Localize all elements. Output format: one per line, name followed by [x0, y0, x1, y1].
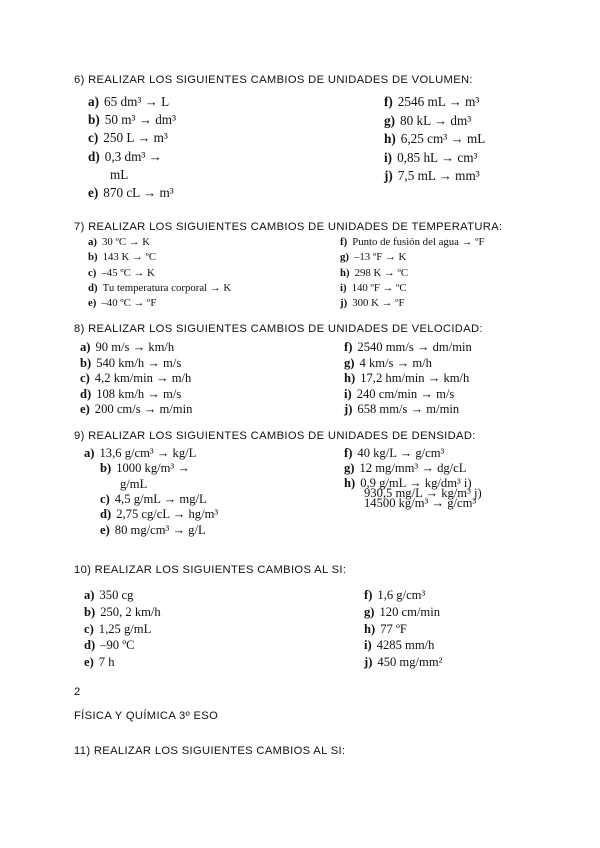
exercise-item	[340, 236, 485, 248]
exercise-item	[88, 112, 176, 128]
exercise-label: d)	[84, 638, 96, 653]
exercise-item	[80, 340, 174, 355]
exercise-text: 350 cg	[99, 588, 134, 602]
exercise-label: g)	[384, 112, 395, 128]
exercise-text: 658 mm/s → m/min	[357, 402, 460, 416]
exercise-label: h)	[384, 131, 396, 146]
exercise-item	[344, 356, 432, 371]
exercise-text: 0,85 hL → cm³	[397, 149, 478, 165]
exercise-label: d)	[88, 281, 98, 294]
exercise-item	[88, 282, 231, 294]
exercise-text: 1,25 g/mL	[98, 621, 152, 636]
exercise-item	[88, 297, 156, 309]
exercise-text: 7,5 mL → mm³	[397, 168, 480, 183]
exercise-item	[100, 492, 207, 507]
exercise-text: 2,75 cg/cL → hg/m³	[116, 507, 219, 522]
exercise-item	[80, 371, 191, 386]
exercise-label: c)	[84, 621, 94, 636]
section-6-heading: 6) REALIZAR LOS SIGUIENTES CAMBIOS DE UNIDADES DE VOLUMEN:	[74, 74, 473, 86]
exercise-text: 143 K → ºC	[102, 251, 157, 264]
exercise-label: h)	[364, 621, 376, 636]
exercise-item	[84, 638, 135, 653]
exercise-item	[80, 402, 192, 417]
exercise-text: 80 mg/cm³ → g/L	[114, 522, 206, 537]
exercise-label: f)	[364, 588, 373, 602]
exercise-item	[344, 461, 466, 476]
exercise-text: 50 m³ → dm³	[104, 112, 177, 128]
exercise-item	[364, 655, 442, 670]
section-7-heading: 7) REALIZAR LOS SIGUIENTES CAMBIOS DE UNIDADES DE TEMPERATURA:	[74, 221, 503, 233]
exercise-item	[84, 622, 151, 637]
exercise-label: a)	[80, 340, 91, 354]
exercise-item	[340, 297, 404, 309]
exercise-label: f)	[344, 340, 353, 354]
exercise-item	[88, 94, 169, 110]
exercise-item	[344, 387, 454, 402]
exercise-item	[364, 622, 407, 637]
exercise-label: e)	[88, 297, 97, 310]
exercise-item	[88, 236, 150, 248]
exercise-label: c)	[80, 371, 90, 385]
exercise-label: j)	[384, 168, 393, 183]
exercise-label: i)	[384, 149, 393, 165]
exercise-item	[88, 130, 168, 146]
exercise-label: d)	[80, 386, 92, 401]
exercise-label: e)	[84, 655, 94, 670]
exercise-label: h)	[340, 266, 350, 279]
exercise-label: i)	[344, 386, 352, 401]
exercise-text: 77 ºF	[380, 621, 407, 636]
exercise-text: –40 ºC → ºF	[101, 297, 157, 310]
exercise-text: 7 h	[98, 655, 115, 670]
exercise-text: 108 km/h → m/s	[96, 386, 182, 401]
exercise-text: 4285 mm/h	[376, 638, 435, 653]
section-8-heading: 8) REALIZAR LOS SIGUIENTES CAMBIOS DE UNIDADES DE VELOCIDAD:	[74, 323, 483, 335]
exercise-text: 2546 mL → m³	[397, 94, 480, 109]
exercise-label: b)	[100, 461, 112, 476]
exercise-text: 0,9 g/mL → kg/dm³ i)	[360, 476, 472, 490]
exercise-text: 250 L → m³	[103, 130, 168, 146]
exercise-item	[344, 371, 469, 386]
exercise-label: e)	[100, 522, 110, 537]
exercise-text: 80 kL → dm³	[400, 112, 472, 128]
exercise-item	[84, 605, 161, 620]
exercise-text: 250, 2 km/h	[100, 604, 161, 619]
section-11-heading: 11) REALIZAR LOS SIGUIENTES CAMBIOS AL SI:	[74, 745, 346, 757]
exercise-text: 2540 mm/s → dm/min	[357, 340, 472, 354]
exercise-text: 14500 kg/m³ → g/cm³	[364, 496, 477, 510]
exercise-item	[344, 340, 472, 355]
exercise-text: 1000 kg/m³ →	[116, 461, 190, 476]
exercise-item	[384, 168, 480, 184]
exercise-item	[344, 402, 459, 417]
exercise-text: 4 km/s → m/h	[359, 355, 432, 370]
exercise-label: a)	[88, 94, 99, 109]
exercise-label: d)	[88, 148, 100, 164]
exercise-text: 65 dm³ → L	[104, 94, 170, 109]
exercise-item	[80, 387, 181, 402]
exercise-label: c)	[88, 130, 99, 146]
exercise-item	[340, 267, 408, 279]
exercise-text: 298 K → ºC	[354, 266, 409, 279]
exercise-text: 300 K → ºF	[352, 297, 405, 310]
exercise-label: g)	[344, 355, 355, 370]
exercise-text: 450 mg/mm²	[377, 655, 443, 670]
exercise-text: 140 ºF → ºC	[351, 281, 407, 294]
page-number: 2	[74, 686, 81, 698]
section-9-heading: 9) REALIZAR LOS SIGUIENTES CAMBIOS DE UNIDADES DE DENSIDAD:	[74, 430, 476, 442]
exercise-label: j)	[340, 297, 348, 310]
exercise-item	[384, 150, 477, 166]
exercise-label: g)	[340, 251, 349, 264]
exercise-text: 4,5 g/mL → mg/L	[114, 491, 207, 506]
exercise-item	[344, 446, 444, 461]
exercise-text: 6,25 cm³ → mL	[400, 131, 486, 146]
exercise-text: 13,6 g/cm³ → kg/L	[99, 446, 197, 460]
exercise-label: g)	[344, 461, 355, 475]
exercise-text: –45 ºC → K	[101, 266, 155, 279]
exercise-text: 90 m/s → km/h	[95, 340, 175, 354]
exercise-item	[84, 588, 133, 603]
exercise-item	[364, 638, 434, 653]
exercise-item	[80, 356, 181, 371]
exercise-text: 17,2 hm/min → km/h	[360, 371, 470, 385]
exercise-text: 40 kg/L → g/cm³	[357, 446, 445, 460]
exercise-label: a)	[88, 236, 97, 248]
exercise-item	[100, 507, 218, 522]
exercise-text: 930,5 mg/L → kg/m³ j)	[364, 486, 482, 500]
section-10-heading: 10) REALIZAR LOS SIGUIENTES CAMBIOS AL SI:	[74, 564, 347, 576]
exercise-label: i)	[340, 281, 347, 294]
exercise-text: 1,6 g/cm³	[377, 588, 426, 602]
subject-title: FÍSICA Y QUÍMICA 3º ESO	[74, 710, 219, 722]
exercise-label: b)	[88, 112, 100, 128]
exercise-item	[84, 655, 115, 670]
exercise-label: e)	[88, 185, 99, 200]
exercise-text: Punto de fusión del agua → ºF	[352, 236, 485, 248]
exercise-label: f)	[344, 446, 353, 460]
exercise-label: j)	[364, 655, 373, 670]
exercise-text: 12 mg/mm³ → dg/cL	[359, 461, 467, 475]
exercise-text: Tu temperatura corporal → K	[102, 281, 232, 294]
exercise-item	[340, 282, 407, 294]
exercise-label: f)	[340, 236, 348, 248]
exercise-label: b)	[84, 604, 96, 619]
exercise-item	[384, 113, 471, 129]
exercise-item	[384, 131, 485, 147]
exercise-label: f)	[384, 94, 393, 109]
exercise-item	[384, 94, 479, 110]
exercise-item	[88, 251, 156, 263]
exercise-text: g/mL	[120, 476, 148, 491]
exercise-item	[110, 167, 128, 183]
exercise-item	[364, 588, 425, 603]
exercise-item	[100, 523, 206, 538]
exercise-label: h)	[344, 371, 356, 385]
exercise-text: 4,2 km/min → m/h	[94, 371, 192, 385]
exercise-text: 30 ºC → K	[102, 236, 151, 248]
exercise-label: d)	[100, 507, 112, 522]
exercise-item	[100, 461, 190, 476]
exercise-text: mL	[110, 166, 129, 182]
exercise-label: a)	[84, 588, 95, 602]
exercise-text: –13 ºF → K	[354, 251, 407, 264]
exercise-item	[120, 477, 147, 492]
exercise-text: 0,3 dm³ →	[104, 148, 162, 164]
exercise-item	[364, 496, 476, 511]
exercise-item	[340, 251, 406, 263]
exercise-text: –90 ºC	[100, 638, 135, 653]
exercise-label: g)	[364, 604, 375, 619]
exercise-label: i)	[364, 638, 372, 653]
exercise-label: c)	[100, 491, 110, 506]
exercise-item	[88, 185, 174, 201]
exercise-label: j)	[344, 402, 353, 416]
exercise-item	[88, 149, 162, 165]
exercise-text: 240 cm/min → m/s	[356, 386, 455, 401]
exercise-label: a)	[84, 446, 95, 460]
exercise-label: h)	[344, 476, 356, 490]
exercise-label: b)	[80, 355, 92, 370]
exercise-text: 870 cL → m³	[103, 185, 174, 200]
exercise-label: c)	[88, 266, 97, 279]
exercise-label: e)	[80, 402, 90, 416]
exercise-item	[88, 267, 155, 279]
exercise-item	[84, 446, 196, 461]
exercise-label: b)	[88, 251, 98, 264]
exercise-text: 200 cm/s → m/min	[94, 402, 193, 416]
exercise-item	[364, 605, 440, 620]
exercise-text: 540 km/h → m/s	[96, 355, 182, 370]
exercise-text: 120 cm/min	[379, 604, 441, 619]
